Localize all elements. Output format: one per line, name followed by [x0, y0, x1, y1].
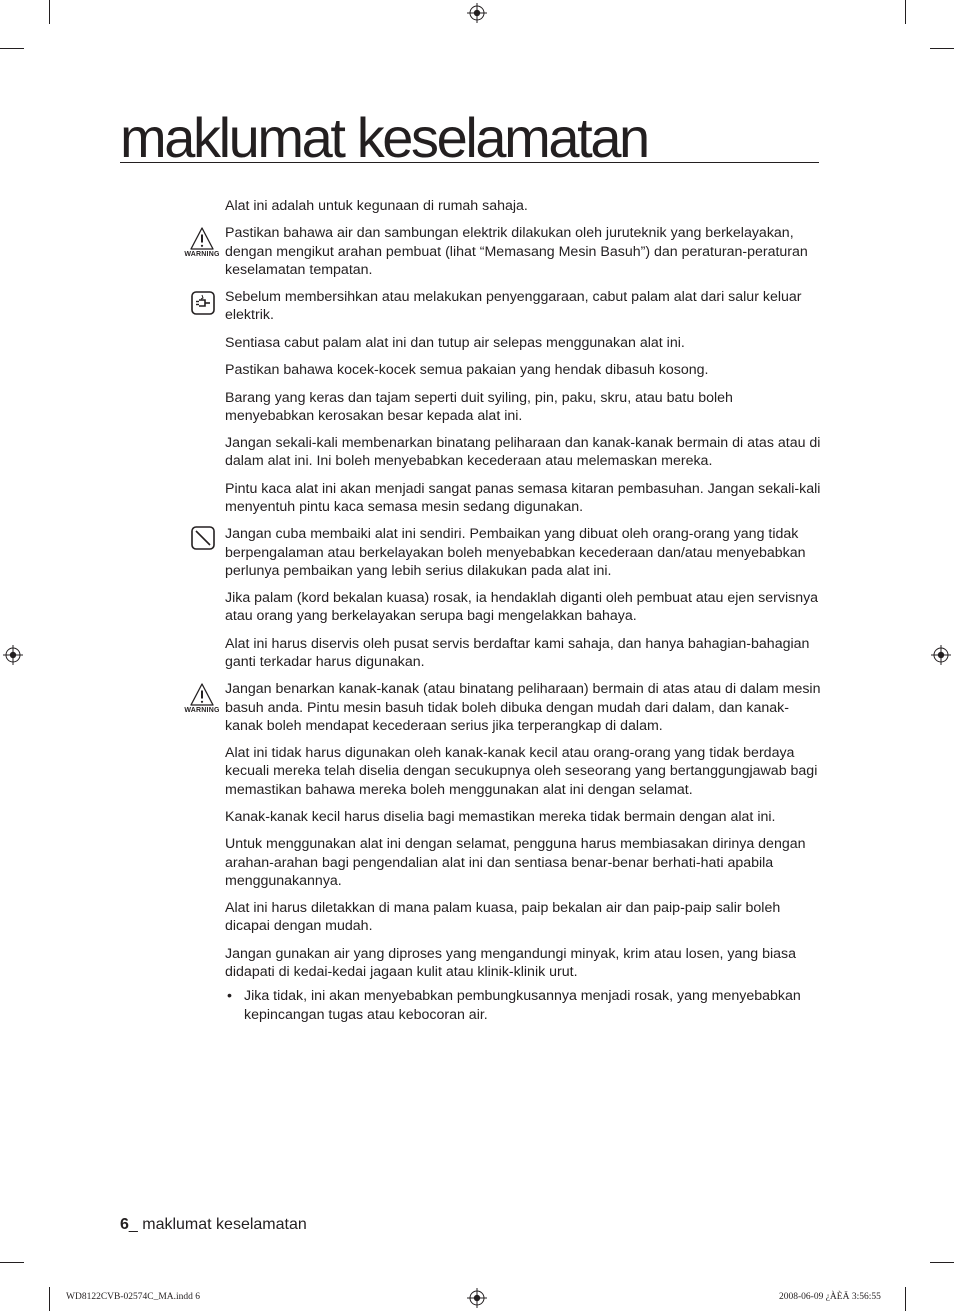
warning-label: WARNING	[184, 251, 220, 259]
safety-paragraph	[225, 361, 821, 379]
registration-mark-icon	[931, 645, 951, 665]
safety-paragraph-text: Barang yang keras dan tajam seperti duit syiling, pin, paku, skru, atau batu boleh menyebabkan kerosakan besar kepada alat ini.	[225, 389, 733, 424]
safety-paragraph-text: Alat ini harus diservis oleh pusat servis berdaftar kami sahaja, dan hanya bahagian-bahagian ganti terkadar harus digunakan.	[225, 635, 810, 670]
safety-paragraph-text: Kanak-kanak kecil harus diselia bagi memastikan mereka tidak bermain dengan alat ini.	[225, 808, 776, 825]
safety-paragraph-text: Sebelum membersihkan atau melakukan penyenggaraan, cabut palam alat dari salur keluar elektrik.	[225, 289, 802, 324]
safety-paragraph	[225, 899, 821, 935]
safety-paragraph	[225, 389, 821, 425]
crop-mark	[930, 48, 954, 49]
safety-paragraph	[225, 434, 821, 470]
crop-mark	[905, 0, 906, 24]
warning-icon	[182, 682, 222, 714]
safety-paragraph	[225, 480, 821, 516]
safety-paragraph-text: Alat ini tidak harus digunakan oleh kanak-kanak kecil atau orang-orang yang tidak berdaya kecuali mereka telah diselia dengan secukupnya oleh seseorang yang bertanggungjawab bagi memastikan bahawa mereka boleh menggunakan alat ini dengan selamat.	[225, 745, 818, 798]
safety-paragraph-text: Jika palam (kord bekalan kuasa) rosak, ia hendaklah diganti oleh pembuat atau ejen servisnya atau orang yang berkelayakan serupa bagi mengelakkan bahaya.	[225, 590, 819, 625]
safety-paragraph-text: Sentiasa cabut palam alat ini dan tutup air selepas menggunakan alat ini.	[225, 334, 685, 351]
page-footer-label: _ maklumat keselamatan	[128, 1216, 307, 1233]
safety-paragraph	[184, 224, 821, 279]
crop-mark	[930, 1262, 954, 1263]
registration-mark-icon	[467, 3, 487, 23]
warning-label: WARNING	[184, 707, 220, 715]
safety-paragraph	[225, 288, 821, 324]
safety-paragraph	[184, 680, 821, 735]
safety-paragraph-text: Jangan sekali-kali membenarkan binatang peliharaan dan kanak-kanak bermain di atas atau di dalam alat ini. Ini boleh menyebabkan kecederaan atau melemaskan mereka.	[225, 435, 821, 470]
warning-icon	[182, 226, 222, 258]
crop-mark	[905, 1287, 906, 1311]
bullet-item	[225, 987, 821, 1023]
safety-paragraph-text: Pintu kaca alat ini akan menjadi sangat panas semasa kitaran pembasuhan. Jangan sekali-kali menyentuh pintu kaca semasa mesin sedang digunakan.	[225, 480, 821, 515]
bullet-text: Jika tidak, ini akan menyebabkan pembungkusannya menjadi rosak, yang menyebabkan kepincangan tugas atau kebocoran air.	[244, 988, 801, 1023]
safety-paragraph-text: Alat ini adalah untuk kegunaan di rumah sahaja.	[225, 198, 528, 214]
safety-paragraph	[225, 945, 821, 981]
paragraph-list	[184, 197, 821, 981]
page-title-text: maklumat keselamatan	[120, 106, 648, 169]
registration-mark-icon	[3, 645, 23, 665]
page-title	[120, 106, 819, 169]
safety-paragraph	[225, 635, 821, 671]
print-slug-file: WD8122CVB-02574C_MA.indd 6	[66, 1292, 201, 1302]
safety-content	[184, 197, 821, 1024]
registration-mark-icon	[467, 1288, 487, 1308]
safety-paragraph	[225, 525, 821, 580]
safety-paragraph	[225, 334, 821, 352]
safety-paragraph-text: Jangan cuba membaiki alat ini sendiri. Pembaikan yang dibuat oleh orang-orang yang tidak berpengalaman atau berkelayakan boleh menyebabkan kecederaan dan/atau menyebabkan perlunya pembaikan yang lebih serius dilakukan pada alat ini.	[225, 526, 806, 579]
page-footer	[120, 1216, 307, 1234]
safety-paragraph	[225, 197, 821, 215]
safety-paragraph	[225, 589, 821, 625]
page-number: 6	[120, 1216, 129, 1233]
bullet-list	[225, 987, 821, 1023]
safety-paragraph	[225, 808, 821, 826]
safety-paragraph-text: Jangan benarkan kanak-kanak (atau binatang peliharaan) bermain di atas atau di dalam mesin basuh anda. Pintu mesin basuh tidak boleh dibuka dengan mudah dari dalam, dan kanak-kanak boleh mendapat kecederaan serius jika terperangkap di dalam.	[225, 681, 821, 734]
crop-mark	[0, 1262, 24, 1263]
crop-mark	[49, 0, 50, 24]
safety-paragraph-text: Jangan gunakan air yang diproses yang mengandungi minyak, krim atau losen, yang biasa didapati di kedai-kedai jagaan kulit atau klinik-klinik urut.	[225, 945, 797, 980]
safety-paragraph	[225, 835, 821, 890]
unplug-icon	[191, 291, 215, 315]
crop-mark	[49, 1287, 50, 1311]
safety-paragraph	[225, 744, 821, 799]
bullet-symbol: •	[227, 988, 232, 1005]
print-slug-datetime: 2008-06-09 ¿ÀÈÄ 3:56:55	[779, 1292, 881, 1302]
crop-mark	[0, 48, 24, 49]
safety-paragraph-text: Alat ini harus diletakkan di mana palam kuasa, paip bekalan air dan paip-paip salir boleh dicapai dengan mudah.	[225, 900, 781, 935]
safety-paragraph-text: Pastikan bahawa kocek-kocek semua pakaian yang hendak dibasuh kosong.	[225, 362, 709, 379]
safety-paragraph-text: Pastikan bahawa air dan sambungan elektrik dilakukan oleh juruteknik yang berkelayakan, dengan mengikut arahan pembuat (lihat “Memasang Mesin Basuh”) dan peraturan-peraturan keselamatan tempatan.	[225, 225, 808, 278]
do-not-disassemble-icon	[191, 526, 215, 550]
safety-paragraph-text: Untuk menggunakan alat ini dengan selamat, pengguna harus membiasakan dirinya dengan arahan-arahan bagi pengendalian alat ini dan sentiasa benar-benar berhati-hati apabila menggunakannya.	[225, 836, 806, 889]
